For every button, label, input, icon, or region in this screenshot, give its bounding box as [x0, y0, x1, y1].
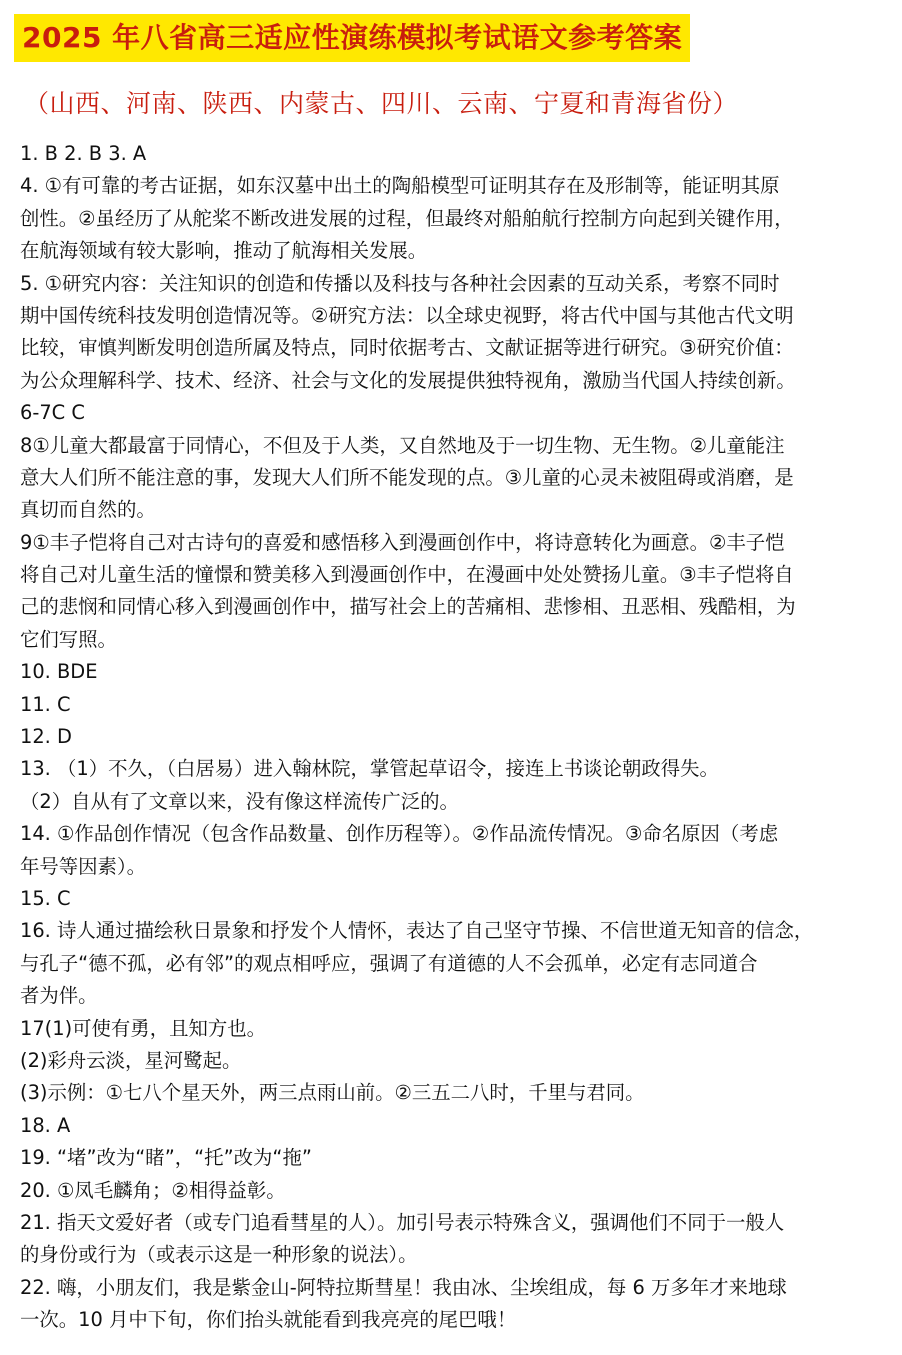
answer-line-text: 15. C [20, 886, 71, 910]
answer-line [20, 980, 888, 1012]
answer-line [20, 494, 888, 526]
answer-line-text: 11. C [20, 692, 71, 716]
answer-line-text: 创性。②虽经历了从舵桨不断改进发展的过程，但最终对船舶航行控制方向起到关键作用， [20, 206, 794, 230]
answer-line [20, 1013, 888, 1045]
answer-line [20, 527, 888, 559]
answer-line-text: (3)示例：①七八个星天外，两三点雨山前。②三五二八时，千里与君同。 [20, 1081, 645, 1105]
answer-line [20, 721, 888, 753]
answer-line-text: 4. ①有可靠的考古证据，如东汉墓中出土的陶船模型可证明其存在及形制等，能证明其原 [20, 174, 780, 198]
answer-line [20, 170, 888, 202]
answer-line-text: 将自己对儿童生活的憧憬和赞美移入到漫画创作中，在漫画中处处赞扬儿童。③丰子恺将自 [20, 563, 794, 587]
answer-line-text: 20. ①凤毛麟角；②相得益彰。 [20, 1178, 286, 1202]
answer-line [20, 300, 888, 332]
answer-line-text: 16. 诗人通过描绘秋日景象和抒发个人情怀，表达了自己坚守节操、不信世道无知音的信念， [20, 919, 814, 943]
answer-line-text: 9①丰子恺将自己对古诗句的喜爱和感悟移入到漫画创作中，将诗意转化为画意。②丰子恺 [20, 530, 785, 554]
title-bar [14, 14, 690, 62]
answer-line [20, 1304, 888, 1336]
answer-line [20, 818, 888, 850]
answer-line-text: 的身份或行为（或表示这是一种形象的说法）。 [20, 1243, 418, 1267]
answer-line [20, 656, 888, 688]
answer-line-text: 己的悲悯和同情心移入到漫画创作中，描写社会上的苦痛相、悲惨相、丑恶相、残酷相，为 [20, 595, 796, 619]
answer-line [20, 915, 888, 947]
answer-line-text: 期中国传统科技发明创造情况等。②研究方法：以全球史视野，将古代中国与其他古代文明 [20, 303, 794, 327]
answer-line-text: 在航海领域有较大影响，推动了航海相关发展。 [20, 239, 428, 263]
answer-line-text: 1. B 2. B 3. A [20, 142, 147, 165]
answer-line [20, 235, 888, 267]
answer-line [20, 332, 888, 364]
answer-line [20, 1045, 888, 1077]
answer-line-text: 14. ①作品创作情况（包含作品数量、创作历程等）。②作品流传情况。③命名原因（考虑 [20, 822, 779, 846]
answer-line [20, 1142, 888, 1174]
answer-line [20, 786, 888, 818]
answer-line-text: 者为伴。 [20, 984, 98, 1008]
answer-line-text: 与孔子“德不孤，必有邻”的观点相呼应，强调了有道德的人不会孤单，必定有志同道合 [20, 951, 758, 975]
answer-line [20, 1207, 888, 1239]
answer-line-text: 8①儿童大都最富于同情心，不但及于人类，又自然地及于一切生物、无生物。②儿童能注 [20, 433, 785, 457]
answer-line-text: 一次。10 月中下旬，你们抬头就能看到我亮亮的尾巴哦！ [20, 1308, 517, 1332]
answer-line-text: 意大人们所不能注意的事，发现大人们所不能发现的点。③儿童的心灵未被阻碍或消磨，是 [20, 465, 794, 489]
answer-line [20, 559, 888, 591]
answer-line-text: 5. ①研究内容：关注知识的创造和传播以及科技与各种社会因素的互动关系，考察不同时 [20, 271, 780, 295]
answer-line-text: （2）自从有了文章以来，没有像这样流传广泛的。 [20, 789, 459, 813]
answer-line [20, 1239, 888, 1271]
answer-line-text: 真切而自然的。 [20, 498, 156, 522]
answer-line [20, 689, 888, 721]
answer-line [20, 138, 888, 170]
answer-line-text: 比较，审慎判断发明创造所属及特点，同时依据考古、文献证据等进行研究。③研究价值： [20, 336, 794, 360]
answer-line-text: 13. （1）不久，（白居易）进入翰林院，掌管起草诏令，接连上书谈论朝政得失。 [20, 757, 719, 781]
answer-line [20, 1272, 888, 1304]
answer-line-text: (2)彩舟云淡，星河鹭起。 [20, 1048, 242, 1072]
answer-line-text: 年号等因素）。 [20, 854, 147, 878]
answer-body [20, 138, 888, 1336]
answer-line-text: 6-7C C [20, 401, 85, 425]
answer-line-text: 17(1)可使有勇，且知方也。 [20, 1016, 267, 1040]
answer-line-text: 10. BDE [20, 660, 98, 684]
answer-line [20, 624, 888, 656]
answer-line-text: 为公众理解科学、技术、经济、社会与文化的发展提供独特视角，激励当代国人持续创新。 [20, 368, 796, 392]
answer-line [20, 851, 888, 883]
answer-line-text: 19. “堵”改为“睹”，“托”改为“拖” [20, 1146, 312, 1170]
answer-line [20, 591, 888, 623]
answer-line [20, 397, 888, 429]
answer-line-text: 它们写照。 [20, 627, 117, 651]
answer-line-text: 21. 指天文爱好者（或专门追看彗星的人）。加引号表示特殊含义，强调他们不同于一般人 [20, 1210, 785, 1234]
answer-line [20, 1175, 888, 1207]
answer-line [20, 1077, 888, 1109]
answer-line [20, 203, 888, 235]
answer-line [20, 1110, 888, 1142]
answer-line [20, 462, 888, 494]
answer-line [20, 365, 888, 397]
answer-line-text: 22. 嗨，小朋友们，我是紫金山-阿特拉斯彗星！我由冰、尘埃组成，每 6 万多年才来地球 [20, 1275, 787, 1299]
answer-line [20, 430, 888, 462]
answer-line-text: 18. A [20, 1113, 71, 1137]
answer-line [20, 883, 888, 915]
answer-line [20, 753, 888, 785]
page-title: 2025 年八省高三适应性演练模拟考试语文参考答案 [14, 14, 690, 62]
page-subtitle: （山西、河南、陕西、内蒙古、四川、云南、宁夏和青海省份） [24, 89, 739, 118]
answer-line [20, 268, 888, 300]
answer-line [20, 948, 888, 980]
answer-line-text: 12. D [20, 725, 72, 749]
